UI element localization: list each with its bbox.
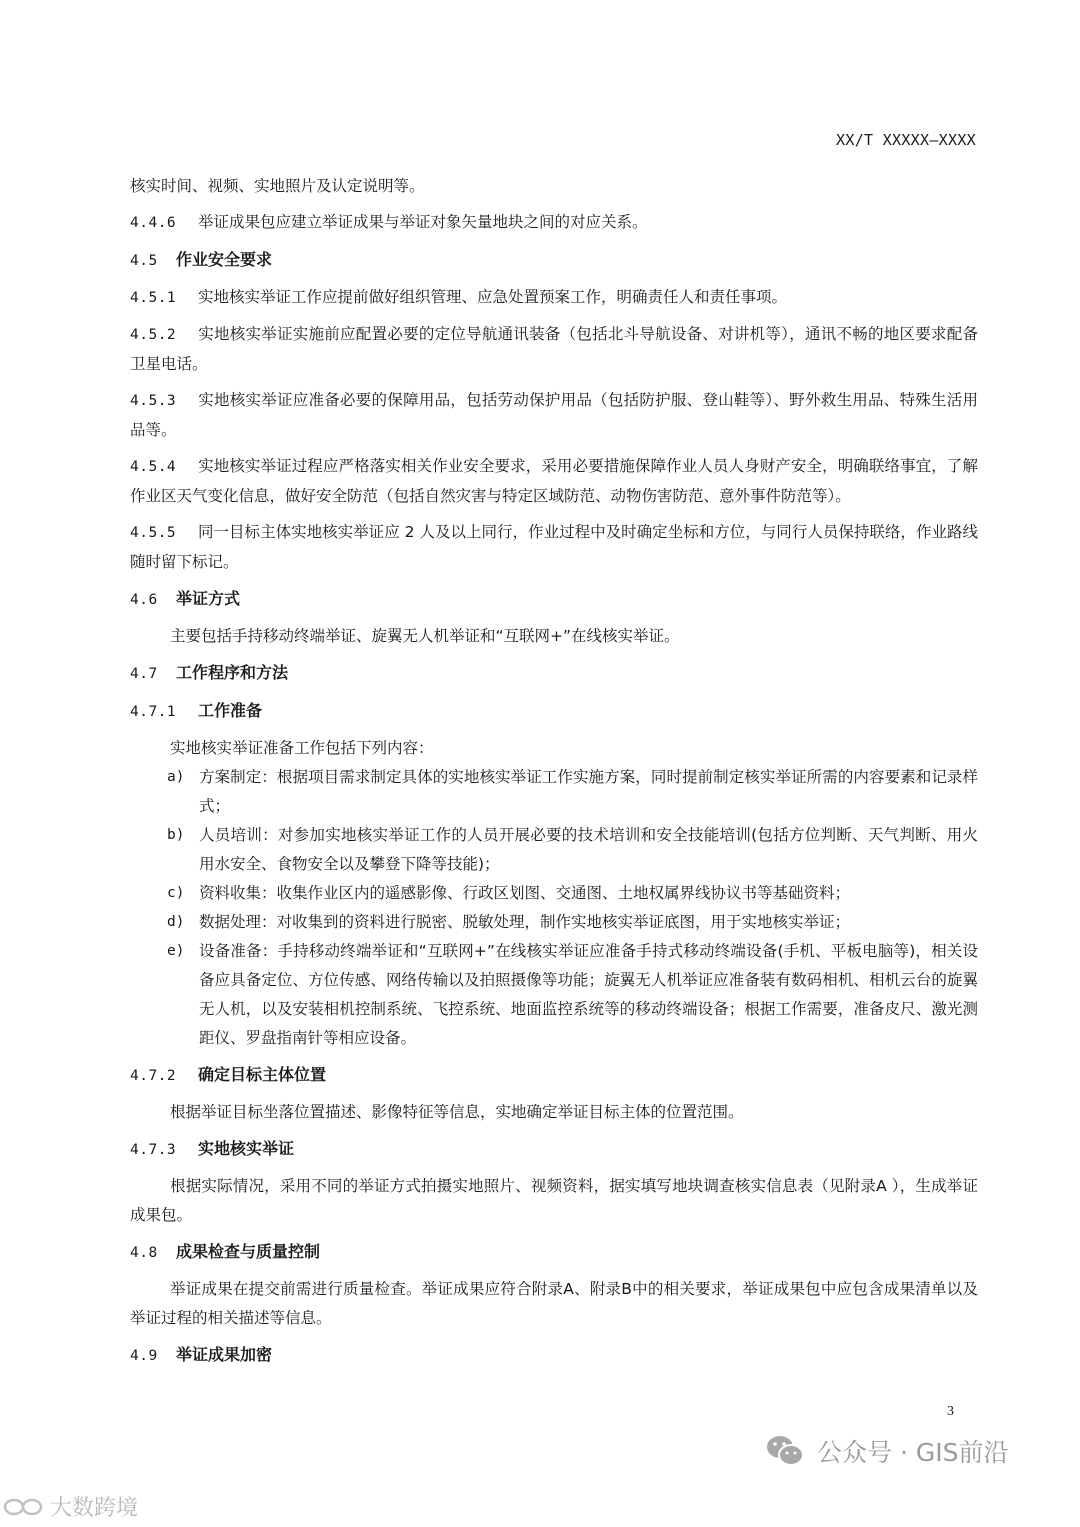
section-title: 确定目标主体位置	[198, 1065, 327, 1084]
list-marker: c)	[167, 885, 185, 901]
document-code: XX/T XXXXX—XXXX	[836, 131, 976, 149]
section-4-5-heading	[130, 245, 978, 276]
section-title: 实地核实举证	[198, 1139, 295, 1158]
list-item	[167, 821, 978, 879]
list-item-text: 数据处理：对收集到的资料进行脱密、脱敏处理，制作实地核实举证底图，用于实地核实举证；	[199, 913, 851, 931]
section-4-7-1-intro: 实地核实举证准备工作包括下列内容：	[170, 739, 434, 757]
list-marker: b)	[167, 827, 185, 843]
section-title: 成果检查与质量控制	[176, 1242, 321, 1261]
clause-text: 实地核实举证工作应提前做好组织管理、应急处置预案工作，明确责任人和责任事项。	[198, 288, 788, 306]
section-4-9-heading	[130, 1340, 978, 1371]
section-number: 4.8	[130, 1245, 158, 1261]
clause-4-5-5	[130, 518, 978, 577]
section-number: 4.9	[130, 1348, 158, 1364]
clause-number: 4.5.5	[130, 525, 177, 541]
section-4-8-heading	[130, 1237, 978, 1268]
section-4-6-body: 主要包括手持移动终端举证、旋翼无人机举证和“互联网+”在线核实举证。	[170, 627, 680, 645]
watermark-text: 公众号 · GIS前沿	[817, 1438, 1009, 1467]
clause-4-4-6	[130, 208, 978, 238]
section-4-7-3-heading	[130, 1134, 978, 1165]
document-body	[130, 172, 978, 1378]
list-item-text: 设备准备：手持移动终端举证和“互联网+”在线核实举证应准备手持式移动终端设备(手机、平板电脑等)，相关设备应具备定位、方位传感、网络传输以及拍照摄像等功能；旋翼无人机举证应准备装有数码相机、相机云台的旋翼无人机，以及安装相机控制系统、飞控系统、地面监控系统等的移动终端设备；根据工作需要，准备皮尺、激光测距仪、罗盘指南针等相应设备。	[199, 942, 978, 1047]
section-title: 工作准备	[198, 701, 263, 720]
section-title: 举证方式	[176, 589, 241, 608]
section-number: 4.7	[130, 666, 158, 682]
section-4-8-body: 举证成果在提交前需进行质量检查。举证成果应符合附录A、附录B中的相关要求，举证成果包中应包含成果清单以及举证过程的相关描述等信息。	[130, 1280, 978, 1327]
list-item	[167, 763, 978, 821]
section-title: 工作程序和方法	[176, 663, 289, 682]
clause-4-5-4	[130, 452, 978, 511]
page-number: 3	[947, 1404, 954, 1419]
section-number: 4.7.2	[130, 1068, 177, 1084]
list-item	[167, 908, 978, 937]
section-number: 4.7.1	[130, 704, 177, 720]
clause-4-5-1	[130, 283, 978, 313]
section-4-7-2-heading	[130, 1060, 978, 1091]
preparation-list	[130, 763, 978, 1053]
brand-watermark	[2, 1491, 138, 1522]
clause-number: 4.5.4	[130, 459, 177, 475]
section-title: 举证成果加密	[176, 1345, 273, 1364]
section-4-7-3-body: 根据实际情况，采用不同的举证方式拍摄实地照片、视频资料，据实填写地块调查核实信息表（见附录A ），生成举证成果包。	[130, 1177, 978, 1224]
section-title: 作业安全要求	[176, 250, 273, 269]
clause-text: 实地核实举证过程应严格落实相关作业安全要求，采用必要措施保障作业人员人身财产安全，明确联络事宜，了解作业区天气变化信息，做好安全防范（包括自然灾害与特定区域防范、动物伤害防范、意外事件防范等）。	[130, 457, 978, 505]
clause-text: 同一目标主体实地核实举证应 2 人及以上同行，作业过程中及时确定坐标和方位，与同行人员保持联络，作业路线随时留下标记。	[130, 523, 978, 571]
section-number: 4.6	[130, 592, 158, 608]
clause-number: 4.5.1	[130, 290, 177, 306]
watermark-text: 大数跨境	[50, 1496, 139, 1521]
list-item-text: 方案制定：根据项目需求制定具体的实地核实举证工作实施方案，同时提前制定核实举证所需的内容要素和记录样式；	[199, 768, 978, 815]
wechat-watermark	[765, 1433, 1008, 1469]
list-marker: d)	[167, 914, 185, 930]
list-marker: a)	[167, 769, 185, 785]
clause-number: 4.4.6	[130, 215, 177, 231]
list-item-text: 人员培训：对参加实地核实举证工作的人员开展必要的技术培训和安全技能培训(包括方位判断、天气判断、用火用水安全、食物安全以及攀登下降等技能)；	[199, 826, 978, 873]
list-item	[167, 937, 978, 1053]
section-4-7-1-heading	[130, 696, 978, 727]
section-4-7-heading	[130, 658, 978, 689]
clause-number: 4.5.3	[130, 393, 177, 409]
section-number: 4.5	[130, 253, 158, 269]
clause-4-5-3	[130, 386, 978, 445]
section-4-7-2-body: 根据举证目标坐落位置描述、影像特征等信息，实地确定举证目标主体的位置范围。	[170, 1103, 744, 1121]
wechat-icon	[765, 1433, 805, 1469]
section-number: 4.7.3	[130, 1142, 177, 1158]
loop-logo-icon	[2, 1496, 46, 1518]
clause-number: 4.5.2	[130, 327, 177, 343]
clause-text: 举证成果包应建立举证成果与举证对象矢量地块之间的对应关系。	[198, 213, 648, 231]
section-4-6-heading	[130, 584, 978, 615]
list-item-text: 资料收集：收集作业区内的遥感影像、行政区划图、交通图、土地权属界线协议书等基础资料；	[199, 884, 851, 902]
clause-4-5-2	[130, 320, 978, 379]
list-item	[167, 879, 978, 908]
continuation-paragraph: 核实时间、视频、实地照片及认定说明等。	[130, 177, 425, 195]
clause-text: 实地核实举证应准备必要的保障用品，包括劳动保护用品（包括防护服、登山鞋等）、野外救生用品、特殊生活用品等。	[130, 391, 978, 439]
clause-text: 实地核实举证实施前应配置必要的定位导航通讯装备（包括北斗导航设备、对讲机等），通讯不畅的地区要求配备卫星电话。	[130, 325, 978, 373]
list-marker: e)	[167, 943, 185, 959]
